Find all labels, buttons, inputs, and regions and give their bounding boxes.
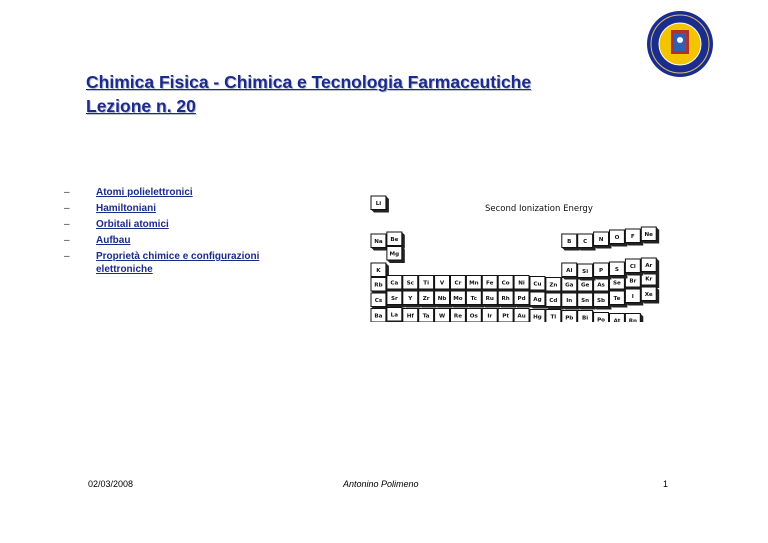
element-cell-s xyxy=(610,262,628,279)
element-cell-ar xyxy=(641,258,659,275)
element-symbol: Cd xyxy=(549,297,558,304)
element-cell-pd xyxy=(514,291,532,308)
element-symbol: Pt xyxy=(502,313,510,320)
element-cell-ir xyxy=(482,309,500,323)
element-symbol: Po xyxy=(597,317,606,322)
element-symbol: Ti xyxy=(423,280,430,287)
element-cell-ne xyxy=(641,227,659,244)
element-cell-rb xyxy=(371,278,389,295)
element-cell-c xyxy=(578,234,596,251)
element-symbol: Zn xyxy=(549,282,558,289)
element-cell-li xyxy=(371,196,389,213)
element-cell-co xyxy=(498,276,516,293)
element-cell-ca xyxy=(387,276,405,293)
element-cell-cs xyxy=(371,293,389,310)
element-symbol: La xyxy=(390,312,399,319)
element-symbol: Se xyxy=(613,280,621,287)
title-line-1: Chimica Fisica - Chimica e Tecnologia Farmaceutiche xyxy=(86,72,532,92)
element-symbol: Kr xyxy=(645,276,653,283)
element-symbol: Xe xyxy=(644,291,653,298)
element-cell-fe xyxy=(482,276,500,293)
element-symbol: Cr xyxy=(454,280,462,287)
element-cell-pt xyxy=(498,309,516,323)
element-cell-nb xyxy=(435,291,453,308)
element-cell-as xyxy=(594,278,612,295)
element-symbol: K xyxy=(376,267,381,274)
element-cell-cd xyxy=(546,293,564,310)
element-symbol: Sr xyxy=(390,295,398,302)
element-cell-p xyxy=(594,263,612,280)
element-cell-ni xyxy=(514,276,532,293)
element-cell-zr xyxy=(419,291,437,308)
element-symbol: Ir xyxy=(487,313,493,320)
element-symbol: Ne xyxy=(644,231,653,238)
element-symbol: Zr xyxy=(422,295,430,302)
element-symbol: Co xyxy=(501,280,510,287)
element-cell-sr xyxy=(387,291,405,308)
element-symbol: Mo xyxy=(453,295,463,302)
element-symbol: Rh xyxy=(501,295,510,302)
element-symbol: Hg xyxy=(533,314,542,321)
element-symbol: Te xyxy=(613,295,621,302)
element-cell-ba xyxy=(371,309,389,323)
element-symbol: Ru xyxy=(485,295,494,302)
element-cell-si xyxy=(578,264,596,281)
element-symbol: Ca xyxy=(390,280,399,287)
footer-author: Antonino Polimeno xyxy=(343,479,419,489)
element-cell-au xyxy=(514,309,532,323)
element-cell-y xyxy=(403,291,421,308)
element-symbol: Pb xyxy=(565,315,574,322)
element-symbol: Ni xyxy=(518,280,525,287)
element-symbol: Li xyxy=(375,200,382,207)
element-cell-cu xyxy=(530,277,548,294)
ionization-energy-figure xyxy=(369,192,669,322)
element-cell-ti xyxy=(419,276,437,293)
element-cell-os xyxy=(466,309,484,323)
element-symbol: Sb xyxy=(597,297,606,304)
element-cell-at xyxy=(610,314,628,323)
topic-item: – Atomi polielettronici xyxy=(64,187,193,198)
element-symbol: Sn xyxy=(581,297,590,304)
element-cell-rh xyxy=(498,291,516,308)
element-cell-i xyxy=(625,289,643,306)
element-cell-zn xyxy=(546,278,564,295)
element-symbol: Re xyxy=(453,313,463,320)
element-cell-te xyxy=(610,291,628,308)
element-symbol: Ar xyxy=(645,262,653,269)
element-symbol: Os xyxy=(469,313,478,320)
element-symbol: Rn xyxy=(628,318,637,322)
element-symbol: O xyxy=(614,234,620,241)
topic-item: – Orbitali atomici xyxy=(64,219,169,230)
element-cell-cl xyxy=(625,259,643,276)
element-cell-mn xyxy=(466,276,484,293)
element-symbol: In xyxy=(566,297,573,304)
element-symbol: Pd xyxy=(517,295,526,302)
element-cell-ta xyxy=(419,309,437,323)
element-symbol: Be xyxy=(390,236,399,243)
element-symbol: Cs xyxy=(374,297,383,304)
university-seal-logo xyxy=(646,10,714,78)
element-symbol: Hf xyxy=(406,313,414,320)
element-symbol: Ta xyxy=(422,313,430,320)
element-cell-ag xyxy=(530,292,548,309)
element-symbol: Na xyxy=(374,238,383,245)
element-symbol: C xyxy=(583,238,588,245)
element-cell-br xyxy=(625,274,643,291)
element-cell-mg xyxy=(387,247,405,264)
element-symbol: Sc xyxy=(406,280,414,287)
element-cell-mo xyxy=(451,291,469,308)
element-symbol: Fe xyxy=(486,280,494,287)
element-cell-hg xyxy=(530,310,548,323)
footer-date: 02/03/2008 xyxy=(88,479,134,489)
element-cell-bi xyxy=(578,311,596,323)
element-symbol: Nb xyxy=(437,295,447,302)
element-cell-pb xyxy=(562,311,580,323)
element-symbol: S xyxy=(614,266,619,273)
element-symbol: As xyxy=(597,282,605,289)
element-cell-re xyxy=(451,309,469,323)
element-cell-po xyxy=(594,313,612,323)
element-symbol: At xyxy=(613,318,621,322)
element-cell-tc xyxy=(466,291,484,308)
element-symbol: F xyxy=(630,233,635,240)
element-cell-b xyxy=(562,234,580,251)
element-symbol: Au xyxy=(517,313,526,320)
title-line-2: Lezione n. 20 xyxy=(86,96,196,116)
element-symbol: Ge xyxy=(580,282,590,289)
element-symbol: Tc xyxy=(470,295,478,302)
element-symbol: W xyxy=(438,313,446,320)
element-symbol: N xyxy=(598,236,604,243)
element-cell-in xyxy=(562,293,580,310)
element-cell-hf xyxy=(403,309,421,323)
element-symbol: Y xyxy=(408,295,413,302)
element-cell-sn xyxy=(578,293,596,310)
element-symbol: I xyxy=(631,293,634,300)
element-cell-w xyxy=(435,309,453,323)
element-symbol: Ag xyxy=(533,296,542,303)
element-symbol: Al xyxy=(566,267,573,274)
element-symbol: Cu xyxy=(533,281,542,288)
element-symbol: B xyxy=(567,238,572,245)
element-symbol: V xyxy=(439,280,445,287)
figure-title: Second Ionization Energy xyxy=(485,204,593,214)
topic-item: – Proprietà chimice e configurazioni elettroniche xyxy=(64,251,260,275)
element-cell-v xyxy=(435,276,453,293)
element-symbol: Rb xyxy=(374,282,383,289)
element-cell-la xyxy=(387,308,405,323)
element-symbol: Cl xyxy=(629,263,636,270)
element-cell-f xyxy=(625,229,643,246)
element-cell-cr xyxy=(451,276,469,293)
topic-item: – Hamiltoniani xyxy=(64,203,157,214)
element-symbol: P xyxy=(598,267,604,274)
element-cell-o xyxy=(610,230,628,247)
element-cell-sb xyxy=(594,293,612,310)
element-symbol: Ba xyxy=(374,313,383,320)
element-cell-xe xyxy=(641,287,659,304)
element-cell-n xyxy=(594,232,612,249)
element-cell-na xyxy=(371,234,389,251)
element-symbol: Br xyxy=(629,278,637,285)
element-cell-sc xyxy=(403,276,421,293)
element-cell-al xyxy=(562,263,580,280)
element-symbol: Si xyxy=(582,268,589,275)
element-cell-tl xyxy=(546,310,564,323)
element-cell-ga xyxy=(562,278,580,295)
topic-item: – Aufbau xyxy=(64,235,131,246)
slide-title xyxy=(86,70,646,118)
element-symbol: Bi xyxy=(582,315,589,322)
topic-list xyxy=(64,186,314,279)
element-cell-rn xyxy=(625,314,643,323)
element-symbol: Tl xyxy=(550,314,557,321)
element-symbol: Ga xyxy=(565,282,574,289)
page-number: 1 xyxy=(663,479,669,489)
element-cell-ru xyxy=(482,291,500,308)
element-symbol: Mg xyxy=(389,251,400,258)
element-symbol: Mn xyxy=(469,280,479,287)
